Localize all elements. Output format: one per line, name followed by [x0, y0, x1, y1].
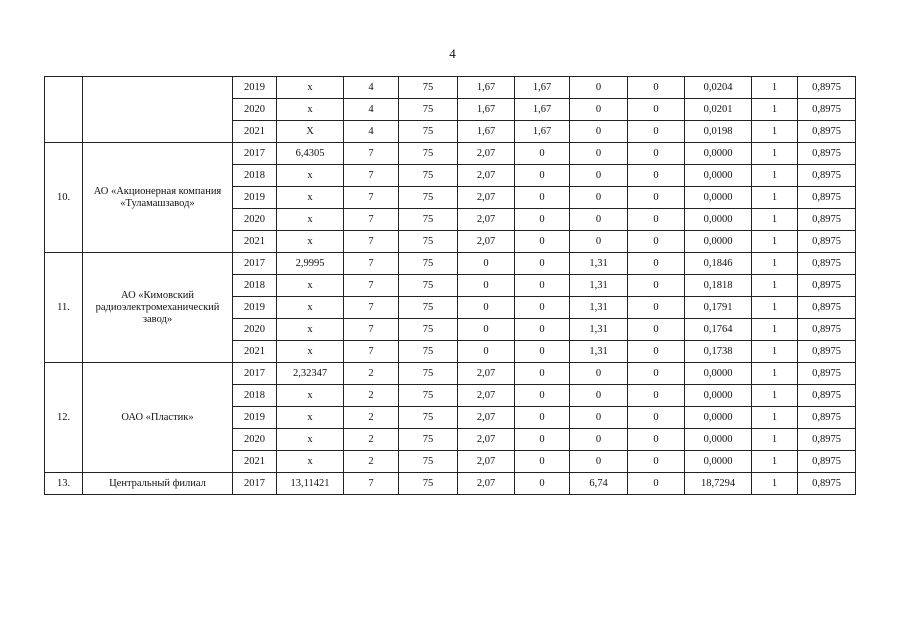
value-cell: 0: [515, 429, 570, 451]
table-row: [45, 253, 856, 275]
year-cell: 2019: [233, 77, 277, 99]
value-cell: 75: [399, 121, 458, 143]
value-cell: 2,07: [458, 429, 515, 451]
value-cell: 2,32347: [277, 363, 344, 385]
year-cell: 2021: [233, 341, 277, 363]
value-cell: 75: [399, 187, 458, 209]
value-cell: 1: [752, 231, 798, 253]
value-cell: 0,1764: [685, 319, 752, 341]
value-cell: 0,1846: [685, 253, 752, 275]
value-cell: 0: [570, 121, 628, 143]
value-cell: 7: [344, 319, 399, 341]
value-cell: 0,1818: [685, 275, 752, 297]
value-cell: 0: [628, 319, 685, 341]
value-cell: 0: [515, 209, 570, 231]
value-cell: 1,67: [515, 99, 570, 121]
value-cell: 1: [752, 319, 798, 341]
value-cell: 7: [344, 187, 399, 209]
value-cell: 0,8975: [798, 143, 856, 165]
value-cell: 7: [344, 253, 399, 275]
value-cell: x: [277, 319, 344, 341]
value-cell: 75: [399, 165, 458, 187]
value-cell: 0: [515, 363, 570, 385]
value-cell: 0,8975: [798, 77, 856, 99]
value-cell: 0,8975: [798, 297, 856, 319]
value-cell: 0,8975: [798, 451, 856, 473]
value-cell: 0: [570, 209, 628, 231]
value-cell: 0,0000: [685, 407, 752, 429]
page-number: 4: [449, 46, 456, 61]
value-cell: 1: [752, 385, 798, 407]
value-cell: 1,67: [458, 121, 515, 143]
year-cell: 2017: [233, 143, 277, 165]
value-cell: 0,0000: [685, 165, 752, 187]
year-cell: 2017: [233, 363, 277, 385]
value-cell: 75: [399, 275, 458, 297]
value-cell: 0: [570, 231, 628, 253]
value-cell: 0,8975: [798, 319, 856, 341]
value-cell: 1: [752, 473, 798, 495]
value-cell: 13,11421: [277, 473, 344, 495]
table-row: [45, 143, 856, 165]
value-cell: 1,67: [515, 121, 570, 143]
value-cell: 0,0000: [685, 451, 752, 473]
year-cell: 2017: [233, 473, 277, 495]
value-cell: 2,07: [458, 473, 515, 495]
value-cell: x: [277, 429, 344, 451]
table-body: [45, 77, 856, 495]
value-cell: 0: [515, 385, 570, 407]
value-cell: 75: [399, 253, 458, 275]
value-cell: 0: [628, 385, 685, 407]
year-cell: 2020: [233, 99, 277, 121]
value-cell: 1: [752, 187, 798, 209]
value-cell: 0: [628, 231, 685, 253]
value-cell: 1,31: [570, 253, 628, 275]
value-cell: 7: [344, 341, 399, 363]
value-cell: 7: [344, 297, 399, 319]
value-cell: 0,8975: [798, 385, 856, 407]
value-cell: 1: [752, 121, 798, 143]
value-cell: 75: [399, 297, 458, 319]
value-cell: 0: [628, 451, 685, 473]
value-cell: x: [277, 77, 344, 99]
value-cell: 4: [344, 121, 399, 143]
value-cell: 0: [628, 363, 685, 385]
value-cell: 0,8975: [798, 407, 856, 429]
table-row: [45, 473, 856, 495]
value-cell: 4: [344, 99, 399, 121]
value-cell: 2,07: [458, 451, 515, 473]
value-cell: 0: [515, 473, 570, 495]
value-cell: 0: [628, 275, 685, 297]
value-cell: 4: [344, 77, 399, 99]
value-cell: 0: [515, 319, 570, 341]
year-cell: 2018: [233, 165, 277, 187]
year-cell: 2019: [233, 407, 277, 429]
value-cell: 2: [344, 385, 399, 407]
value-cell: 0: [570, 187, 628, 209]
value-cell: 0: [628, 99, 685, 121]
year-cell: 2018: [233, 385, 277, 407]
value-cell: 75: [399, 385, 458, 407]
value-cell: X: [277, 121, 344, 143]
value-cell: 1: [752, 407, 798, 429]
value-cell: 0: [458, 275, 515, 297]
value-cell: 75: [399, 473, 458, 495]
value-cell: 0,0000: [685, 209, 752, 231]
value-cell: 0,8975: [798, 363, 856, 385]
value-cell: 0: [628, 407, 685, 429]
value-cell: 7: [344, 473, 399, 495]
value-cell: 0,1791: [685, 297, 752, 319]
value-cell: 2,07: [458, 407, 515, 429]
value-cell: 1: [752, 77, 798, 99]
value-cell: 0: [570, 385, 628, 407]
value-cell: 0: [515, 275, 570, 297]
value-cell: 1: [752, 99, 798, 121]
value-cell: 0: [458, 341, 515, 363]
value-cell: 0: [628, 77, 685, 99]
value-cell: 75: [399, 451, 458, 473]
value-cell: 1,31: [570, 319, 628, 341]
value-cell: 0,8975: [798, 275, 856, 297]
row-number-cell: 13.: [45, 473, 83, 495]
value-cell: 0: [515, 143, 570, 165]
organization-name-cell: Центральный филиал: [83, 473, 233, 495]
value-cell: 75: [399, 429, 458, 451]
value-cell: x: [277, 275, 344, 297]
value-cell: 0,8975: [798, 341, 856, 363]
value-cell: 0: [570, 363, 628, 385]
value-cell: 1: [752, 253, 798, 275]
value-cell: 0: [515, 341, 570, 363]
table-row: [45, 77, 856, 99]
value-cell: 1,67: [515, 77, 570, 99]
value-cell: 0: [628, 143, 685, 165]
value-cell: 75: [399, 143, 458, 165]
year-cell: 2018: [233, 275, 277, 297]
value-cell: 75: [399, 77, 458, 99]
value-cell: x: [277, 407, 344, 429]
value-cell: 0: [570, 451, 628, 473]
value-cell: 0: [515, 407, 570, 429]
value-cell: 0: [515, 187, 570, 209]
value-cell: 0: [570, 143, 628, 165]
value-cell: x: [277, 209, 344, 231]
value-cell: 7: [344, 143, 399, 165]
value-cell: 75: [399, 341, 458, 363]
value-cell: 1,67: [458, 99, 515, 121]
value-cell: 1: [752, 341, 798, 363]
year-cell: 2020: [233, 209, 277, 231]
value-cell: 0,0198: [685, 121, 752, 143]
value-cell: 0: [628, 165, 685, 187]
value-cell: 0: [628, 253, 685, 275]
value-cell: 1: [752, 429, 798, 451]
value-cell: x: [277, 451, 344, 473]
data-table: [44, 76, 856, 495]
value-cell: 0,8975: [798, 473, 856, 495]
value-cell: 0,0000: [685, 187, 752, 209]
value-cell: 7: [344, 209, 399, 231]
year-cell: 2019: [233, 297, 277, 319]
value-cell: 0: [628, 429, 685, 451]
value-cell: 1: [752, 451, 798, 473]
value-cell: 1,67: [458, 77, 515, 99]
value-cell: 0,8975: [798, 231, 856, 253]
value-cell: 0,8975: [798, 429, 856, 451]
value-cell: 0: [628, 297, 685, 319]
value-cell: 1: [752, 143, 798, 165]
value-cell: 75: [399, 319, 458, 341]
value-cell: 1: [752, 209, 798, 231]
value-cell: 18,7294: [685, 473, 752, 495]
year-cell: 2021: [233, 451, 277, 473]
value-cell: x: [277, 385, 344, 407]
value-cell: 2: [344, 363, 399, 385]
value-cell: 2,07: [458, 385, 515, 407]
value-cell: x: [277, 341, 344, 363]
value-cell: x: [277, 99, 344, 121]
value-cell: 0,8975: [798, 209, 856, 231]
value-cell: 0: [515, 231, 570, 253]
value-cell: 0,0000: [685, 385, 752, 407]
value-cell: 0,0000: [685, 429, 752, 451]
value-cell: 0: [628, 473, 685, 495]
value-cell: 0,0204: [685, 77, 752, 99]
year-cell: 2017: [233, 253, 277, 275]
value-cell: 0,0000: [685, 363, 752, 385]
value-cell: 0: [628, 187, 685, 209]
organization-name-cell: ОАО «Пластик»: [83, 363, 233, 473]
value-cell: 0,8975: [798, 99, 856, 121]
value-cell: 0,0201: [685, 99, 752, 121]
value-cell: 0,1738: [685, 341, 752, 363]
value-cell: 75: [399, 209, 458, 231]
value-cell: 7: [344, 165, 399, 187]
value-cell: 7: [344, 275, 399, 297]
value-cell: 6,74: [570, 473, 628, 495]
year-cell: 2020: [233, 319, 277, 341]
value-cell: 0,0000: [685, 143, 752, 165]
organization-name-cell: [83, 77, 233, 143]
value-cell: 1,31: [570, 275, 628, 297]
organization-name-cell: АО «Акционерная компания «Туламашзавод»: [83, 143, 233, 253]
value-cell: 0,8975: [798, 253, 856, 275]
value-cell: 1,31: [570, 341, 628, 363]
value-cell: 0: [458, 319, 515, 341]
value-cell: 75: [399, 407, 458, 429]
value-cell: 0: [458, 253, 515, 275]
value-cell: 0,0000: [685, 231, 752, 253]
value-cell: 0: [570, 99, 628, 121]
value-cell: 2,07: [458, 143, 515, 165]
value-cell: 7: [344, 231, 399, 253]
table-row: [45, 363, 856, 385]
value-cell: 0: [628, 209, 685, 231]
value-cell: 75: [399, 231, 458, 253]
value-cell: 0: [628, 341, 685, 363]
row-number-cell: 11.: [45, 253, 83, 363]
value-cell: 2,07: [458, 363, 515, 385]
value-cell: 2,07: [458, 209, 515, 231]
value-cell: 0: [515, 451, 570, 473]
year-cell: 2019: [233, 187, 277, 209]
year-cell: 2021: [233, 231, 277, 253]
value-cell: 2,07: [458, 187, 515, 209]
value-cell: 0,8975: [798, 121, 856, 143]
value-cell: x: [277, 297, 344, 319]
value-cell: 75: [399, 363, 458, 385]
year-cell: 2020: [233, 429, 277, 451]
value-cell: 0: [458, 297, 515, 319]
value-cell: 0: [570, 429, 628, 451]
value-cell: 1: [752, 297, 798, 319]
value-cell: 1: [752, 275, 798, 297]
value-cell: 2: [344, 451, 399, 473]
value-cell: 2: [344, 407, 399, 429]
value-cell: 0: [570, 165, 628, 187]
value-cell: 0: [515, 297, 570, 319]
value-cell: 0: [515, 253, 570, 275]
value-cell: 0: [570, 77, 628, 99]
year-cell: 2021: [233, 121, 277, 143]
organization-name-cell: АО «Кимовский радиоэлектромеханический завод»: [83, 253, 233, 363]
value-cell: 1: [752, 363, 798, 385]
value-cell: x: [277, 231, 344, 253]
value-cell: 0: [570, 407, 628, 429]
row-number-cell: [45, 77, 83, 143]
value-cell: 2,9995: [277, 253, 344, 275]
value-cell: 0: [515, 165, 570, 187]
value-cell: x: [277, 165, 344, 187]
value-cell: 0,8975: [798, 165, 856, 187]
row-number-cell: 10.: [45, 143, 83, 253]
value-cell: 2,07: [458, 165, 515, 187]
value-cell: 0,8975: [798, 187, 856, 209]
value-cell: 75: [399, 99, 458, 121]
value-cell: x: [277, 187, 344, 209]
value-cell: 0: [628, 121, 685, 143]
value-cell: 2: [344, 429, 399, 451]
value-cell: 1: [752, 165, 798, 187]
value-cell: 6,4305: [277, 143, 344, 165]
row-number-cell: 12.: [45, 363, 83, 473]
value-cell: 2,07: [458, 231, 515, 253]
value-cell: 1,31: [570, 297, 628, 319]
